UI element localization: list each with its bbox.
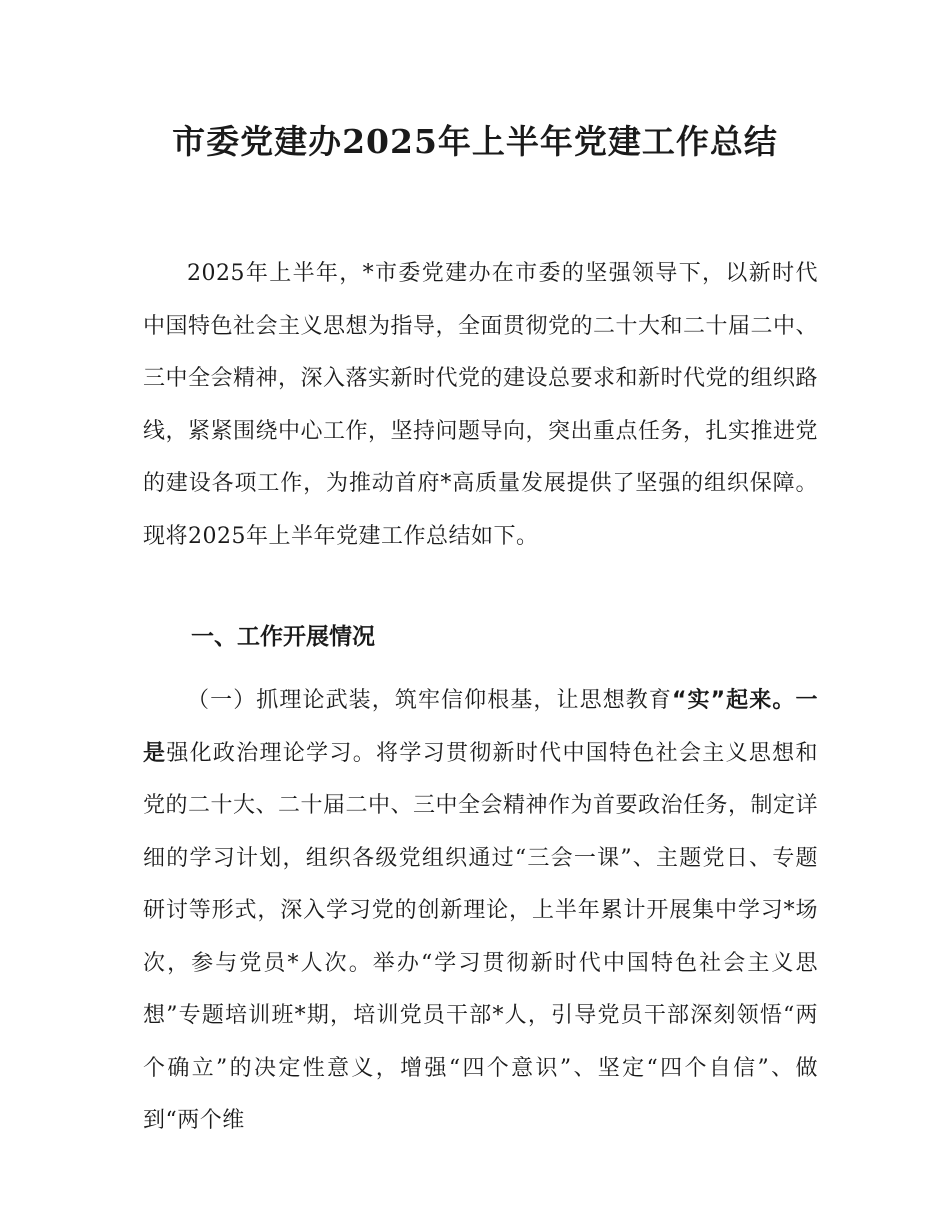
section-heading: 一、工作开展情况: [191, 624, 375, 650]
point-label: 一是: [143, 688, 818, 766]
subsection-paragraph: [143, 675, 818, 1148]
subsection-lead: （一）抓理论武装，筑牢信仰根基，让思想教育: [187, 688, 672, 713]
point-text: 强化政治理论学习。将学习贯彻新时代中国特色社会主义思想和党的二十大、二十届二中、三中全会精神作为首要政治任务，制定详细的学习计划，组织各级党组织通过“三会一课”、主题党日、专题研讨等形式，深入学习党的创新理论，上半年累计开展集中学习*场次，参与党员*人次。举办“学习贯彻新时代中国特色社会主义思想”专题培训班*期，培训党员干部*人，引导党员干部深刻领悟“两个确立”的决定性意义，增强“四个意识”、坚定“四个自信”、做到“两个维: [143, 740, 819, 1133]
intro-paragraph: 2025年上半年，*市委党建办在市委的坚强领导下，以新时代中国特色社会主义思想为指导，全面贯彻党的二十大和二十届二中、三中全会精神，深入落实新时代党的建设总要求和新时代党的组织路线，紧紧围绕中心工作，坚持问题导向，突出重点任务，扎实推进党的建设各项工作，为推动首府*高质量发展提供了坚强的组织保障。现将2025年上半年党建工作总结如下。: [143, 261, 819, 549]
subsection-lead-emphasis: “实”起来。: [671, 688, 796, 713]
page-title: 市委党建办2025年上半年党建工作总结: [172, 122, 778, 161]
